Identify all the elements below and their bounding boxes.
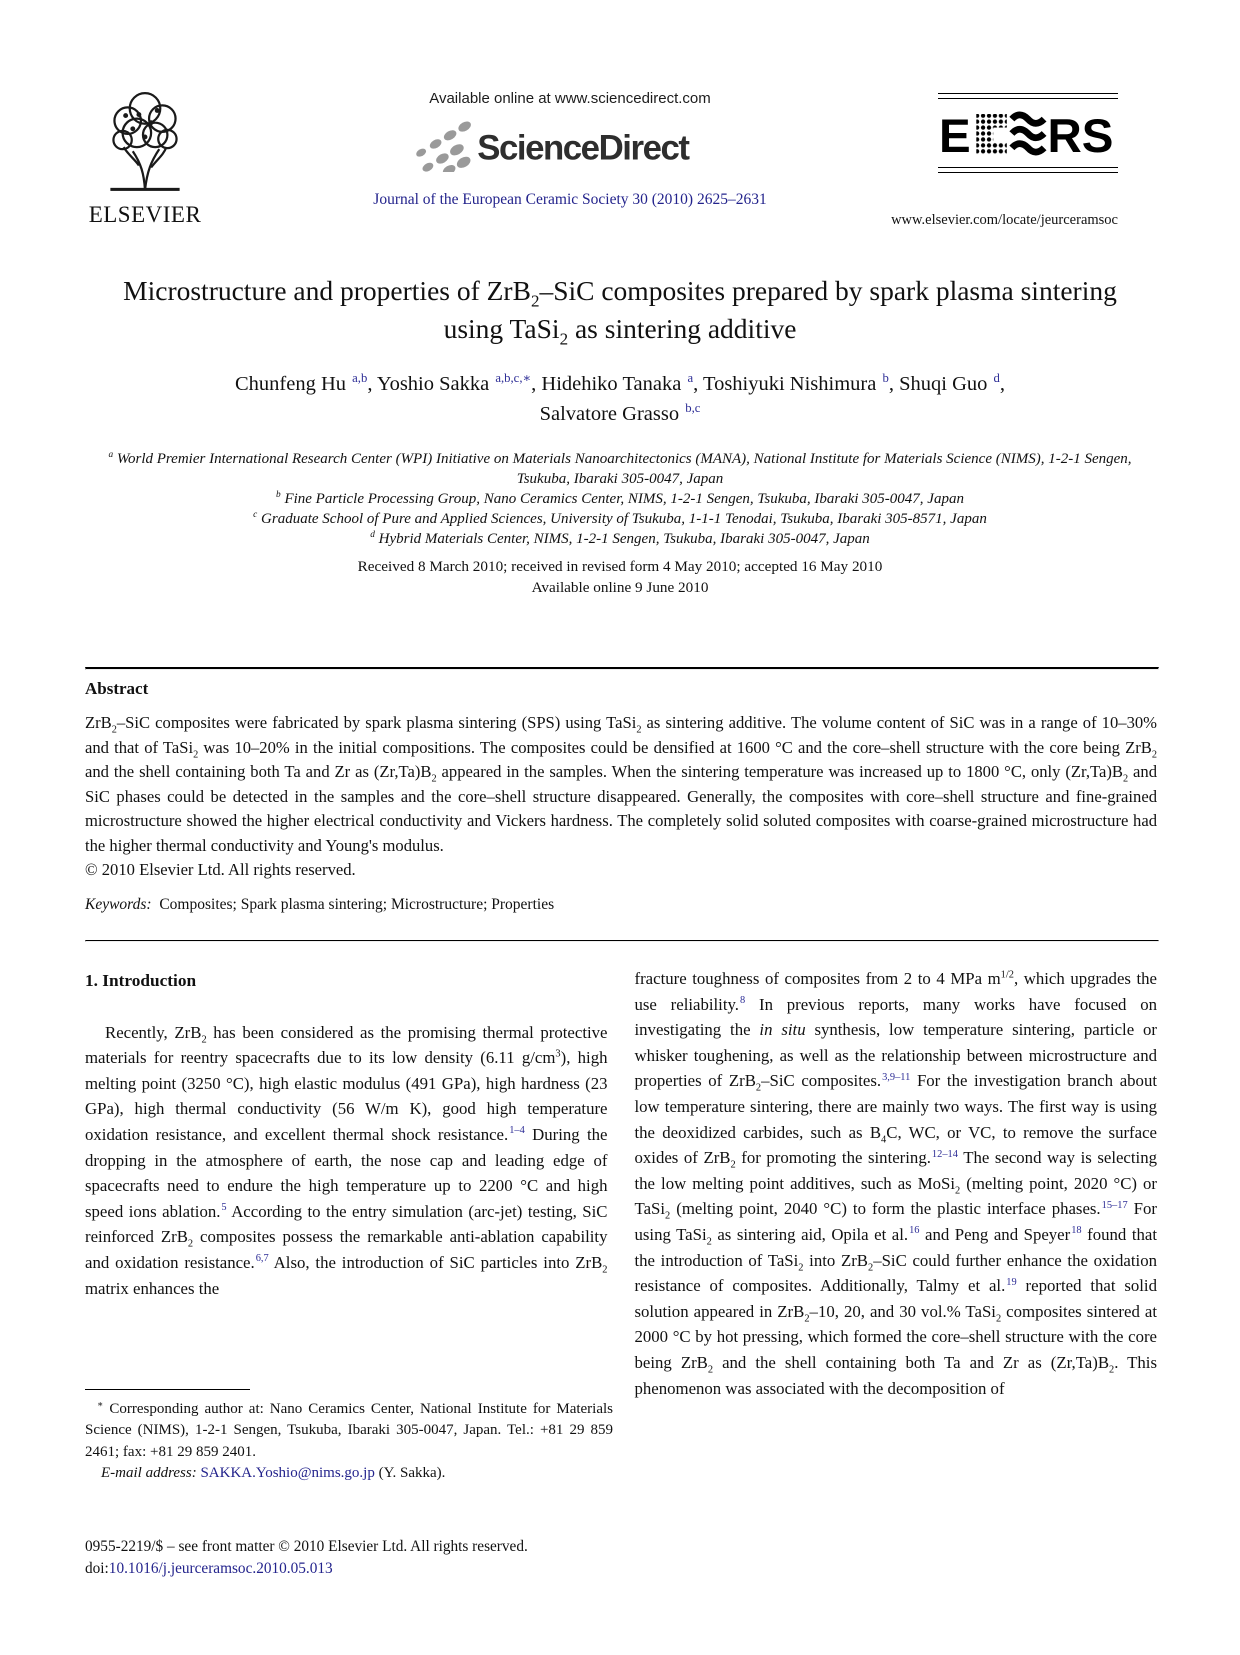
affiliation-a: $^a$ World Premier International Research Center (WPI) Initiative on Materials Nanoarchitectonics (MANA), National Institute for Materials Science (NIMS), 1-2-1 Sengen, Tsukuba, Ibaraki 305-0047, Japan xyxy=(108,450,1132,487)
available-online-date: Available online 9 June 2010 xyxy=(531,579,709,596)
abstract-heading: Abstract xyxy=(85,679,149,698)
article-title: Microstructure and properties of ZrB$_2$–SiC composites prepared by spark plasma sintering using TaSi$_2$ as sintering additive xyxy=(123,275,1117,348)
email-address-line[interactable]: E-mail address: SAKKA.Yoshio@nims.go.jp (Y. Sakka). xyxy=(101,1465,446,1482)
journal-citation-link[interactable]: Journal of the European Ceramic Society 30 (2010) 2625–2631 xyxy=(373,191,767,208)
affiliation-c: $^c$ Graduate School of Pure and Applied Sciences, University of Tsukuba, 1-1-1 Tenodai, Tsukuba, Ibaraki 305-8571, Japan xyxy=(253,510,987,527)
issn-line: 0955-2219/$ – see front matter © 2010 Elsevier Ltd. All rights reserved. xyxy=(85,1538,528,1555)
footer-block xyxy=(85,1536,645,1580)
affiliation-d: $^d$ Hybrid Materials Center, NIMS, 1-2-1 Sengen, Tsukuba, Ibaraki 305-0047, Japan xyxy=(370,530,870,547)
keywords-bottom-rule xyxy=(85,940,1159,942)
affiliations xyxy=(0,449,1240,549)
keywords-text: Composites; Spark plasma sintering; Microstructure; Properties xyxy=(159,896,555,913)
left-column xyxy=(85,966,608,1401)
affiliation-b: $^b$ Fine Particle Processing Group, Nano Ceramics Center, NIMS, 1-2-1 Sengen, Tsukuba, Ibaraki 305-0047, Japan xyxy=(276,490,964,507)
abstract-top-rule xyxy=(85,667,1159,670)
svg-text:RS: RS xyxy=(1047,110,1114,160)
svg-text:E: E xyxy=(939,110,971,160)
ecers-bottom-rule xyxy=(938,167,1118,173)
sciencedirect-wordmark: ScienceDirect xyxy=(477,128,689,168)
footnote-rule xyxy=(85,1389,250,1390)
ecers-top-rule xyxy=(938,93,1118,99)
doi-line[interactable]: doi:10.1016/j.jeurceramsoc.2010.05.013 xyxy=(85,1560,333,1577)
elsevier-tree-icon xyxy=(93,84,197,196)
elsevier-logo-block xyxy=(84,84,206,228)
abstract-text: ZrB$_2$–SiC composites were fabricated by spark plasma sintering (SPS) using TaSi$_2$ as sintering additive. The volume content of SiC was in a range of 10–30% and that of TaSi$_2$ was 10–20% in the initial compositions. The composites could be densified at 1600 °C and the core–shell structure with the core being ZrB$_2$ and the shell containing both Ta and Zr as $(Zr,Ta)B_2$ appeared in the samples. When the sintering temperature was increased up to 1800 °C, only $(Zr,Ta)B_2$ and SiC phases could be detected in the samples and the core–shell structure disappeared. Generally, the composites with core–shell structure and fine-grained microstructure showed the higher electrical conductivity and Vickers hardness. The completely solid soluted composites with coarse-grained microstructure had the higher thermal conductivity and Young's modulus. xyxy=(85,713,1158,855)
authors-line-2: Salvatore Grasso $^{b,c}$ xyxy=(539,401,701,425)
right-column xyxy=(635,966,1158,1401)
available-online-text: Available online at www.sciencedirect.com xyxy=(429,90,711,107)
keywords-label: Keywords: xyxy=(85,896,152,913)
ecers-logo-icon xyxy=(939,107,1117,160)
footnote-block xyxy=(85,1389,613,1485)
authors-line xyxy=(0,369,1240,429)
corresponding-author-note: ∗ Corresponding author at: Nano Ceramics Center, National Institute for Materials Science (NIMS), 1-2-1 Sengen, Tsukuba, Ibaraki 305-0047, Japan. Tel.: +81 29 859 2461; fax: +81 29 859 2401. xyxy=(85,1400,613,1460)
locate-url: www.elsevier.com/locate/jeurceramsoc xyxy=(891,212,1118,228)
article-dates xyxy=(0,556,1240,598)
abstract-body xyxy=(85,711,1157,883)
copyright-line: © 2010 Elsevier Ltd. All rights reserved. xyxy=(85,860,356,879)
header-center xyxy=(315,90,825,209)
sciencedirect-logo xyxy=(405,114,735,172)
body-columns xyxy=(85,966,1157,1401)
elsevier-wordmark: ELSEVIER xyxy=(88,202,202,227)
received-dates: Received 8 March 2010; received in revised form 4 May 2010; accepted 16 May 2010 xyxy=(357,558,883,575)
introduction-heading: 1. Introduction xyxy=(85,971,197,990)
keywords-line xyxy=(85,896,1157,914)
introduction-paragraph-left: Recently, ZrB$_2$ has been considered as the promising thermal protective materials for reentry spacecrafts due to its low density (6.11 $g/cm^3$), high melting point (3250 °C), high elastic modulus (491 GPa), high hardness (23 GPa), high thermal conductivity (56 W/m K), good high temperature oxidation resistance, and excellent thermal shock resistance.$^{1-4}$ During the dropping in the atmosphere of earth, the nose cap and leading edge of spacecrafts need to endure the high temperature up to 2200 °C and high speed ions ablation.$^5$ According to the entry simulation (arc-jet) testing, SiC reinforced ZrB$_2$ composites possess the remarkable anti-ablation capability and oxidation resistance.$^{6,7}$ Also, the introduction of SiC particles into ZrB$_2$ matrix enhances the xyxy=(85,1022,608,1298)
authors-line-1: Chunfeng Hu $^{a,b}$, Yoshio Sakka $^{a,b,c,∗}$, Hidehiko Tanaka $^a$, Toshiyuki Nishimura $^b$, Shuqi Guo $^d$, xyxy=(235,371,1005,395)
introduction-paragraph-right: fracture toughness of composites from 2 to 4 MPa $m^{1/2}$, which upgrades the use reliability.$^8$ In previous reports, many works have focused on investigating the in situ synthesis, low temperature sintering, particle or whisker toughening, as well as the relationship between microstructure and properties of ZrB$_2$–SiC composites.$^{3,9-11}$ For the investigation branch about low temperature sintering, there are mainly two ways. The first way is using the deoxidized carbides, such as $B_4C$, WC, or VC, to remove the surface oxides of ZrB$_2$ for promoting the sintering.$^{12-14}$ The second way is selecting the low melting point additives, such as MoSi$_2$ (melting point, 2020 °C) or TaSi$_2$ (melting point, 2040 °C) to form the plastic interface phases.$^{15-17}$ For using TaSi$_2$ as sintering aid, Opila et al.$^{16}$ and Peng and Speyer$^{18}$ found that the introduction of TaSi$_2$ into ZrB$_2$–SiC could further enhance the oxidation resistance of composites. Additionally, Talmy et al.$^{19}$ reported that solid solution appeared in ZrB$_2$–10, 20, and 30 vol.% TaSi$_2$ composites sintered at 2000 °C by hot pressing, which formed the core–shell structure with the core being ZrB$_2$ and the shell containing both Ta and Zr as $(Zr,Ta)B_2$. This phenomenon was associated with the decomposition of xyxy=(634,969,1158,1398)
sciencedirect-dots-icon xyxy=(415,119,473,172)
ecers-logo-block xyxy=(938,93,1118,173)
